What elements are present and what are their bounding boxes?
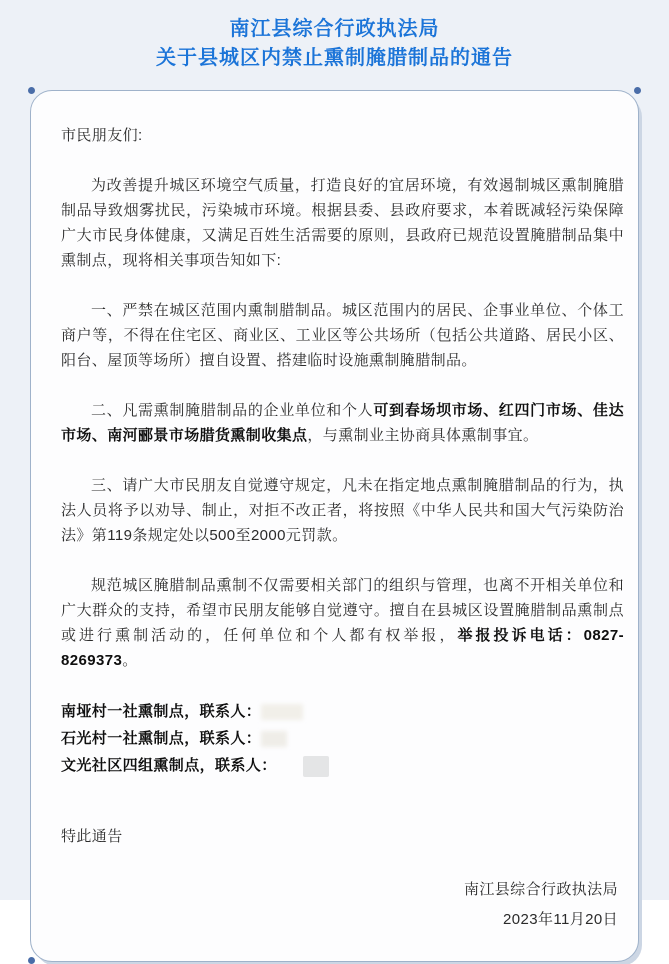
outro-suffix: 。	[122, 652, 138, 669]
salutation: 市民朋友们:	[61, 127, 143, 144]
item2-prefix: 二、凡需熏制腌腊制品的企业单位和个人	[91, 402, 374, 419]
contact-line	[61, 725, 624, 752]
notice-header	[0, 0, 669, 73]
paragraph-intro: 为改善提升城区环境空气质量，打造良好的宜居环境，有效遏制城区熏制腌腊制品导致烟雾扰民，污染城市环境。根据县委、县政府要求，本着既减轻污染保障广大市民身体健康，又满足百姓生活需要的原则，县政府已规范设置腌腊制品集中熏制点，现将相关事项告知如下:	[61, 177, 624, 269]
report-hotline: 举报投诉电话：0827-8269373	[61, 627, 624, 669]
paragraph-item1: 一、严禁在城区范围内熏制腊制品。城区范围内的居民、企事业单位、个体工商户等，不得在住宅区、商业区、工业区等公共场所（包括公共道路、居民小区、阳台、屋顶等场所）擅自设置、搭建临时设施熏制腌腊制品。	[61, 302, 624, 369]
item2-markets-bold: 可到春场坝市场、红四门市场、佳达市场、南河郦景市场腊货熏制收集点	[61, 402, 624, 444]
contact-line	[61, 752, 624, 779]
paragraph-item3: 三、请广大市民朋友自觉遵守规定，凡未在指定地点熏制腌腊制品的行为，执法人员将予以劝导、制止，对拒不改正者，将按照《中华人民共和国大气污染防治法》第119条规定处以500至2000元罚款。	[61, 477, 624, 544]
item2-suffix: ，与熏制业主协商具体熏制事宜。	[307, 427, 539, 444]
notice-org-title: 南江县综合行政执法局	[229, 18, 440, 40]
notice-card	[30, 90, 639, 962]
outro-prefix: 规范城区腌腊制品熏制不仅需要相关部门的组织与管理，也离不开相关单位和广大群众的支持，希望市民朋友能够自觉遵守。擅自在县城区设置腌腊制品熏制点或进行熏制活动的，任何单位和个人都有权举报，	[61, 577, 624, 644]
signature-block	[61, 875, 624, 935]
contact-label: 石光村一社熏制点，联系人：	[61, 730, 262, 747]
contact-list	[61, 698, 624, 779]
redacted-contact-name	[261, 704, 303, 720]
redacted-contact-name	[261, 731, 287, 747]
notice-subject-title: 关于县城区内禁止熏制腌腊制品的通告	[156, 47, 513, 69]
contact-label: 文光社区四组熏制点，联系人：	[61, 757, 277, 774]
corner-dot-icon	[28, 957, 35, 964]
paragraph-item2	[61, 398, 624, 448]
paragraph-outro	[61, 573, 624, 673]
notice-card-wrap	[30, 90, 639, 962]
redacted-contact-name	[303, 756, 329, 777]
closing-statement: 特此通告	[61, 828, 123, 845]
corner-dot-icon	[634, 87, 641, 94]
signature-org: 南江县综合行政执法局	[463, 881, 618, 898]
corner-dot-icon	[28, 87, 35, 94]
signature-date: 2023年11月20日	[502, 911, 618, 928]
contact-label: 南垭村一社熏制点，联系人：	[61, 703, 262, 720]
contact-line	[61, 698, 624, 725]
